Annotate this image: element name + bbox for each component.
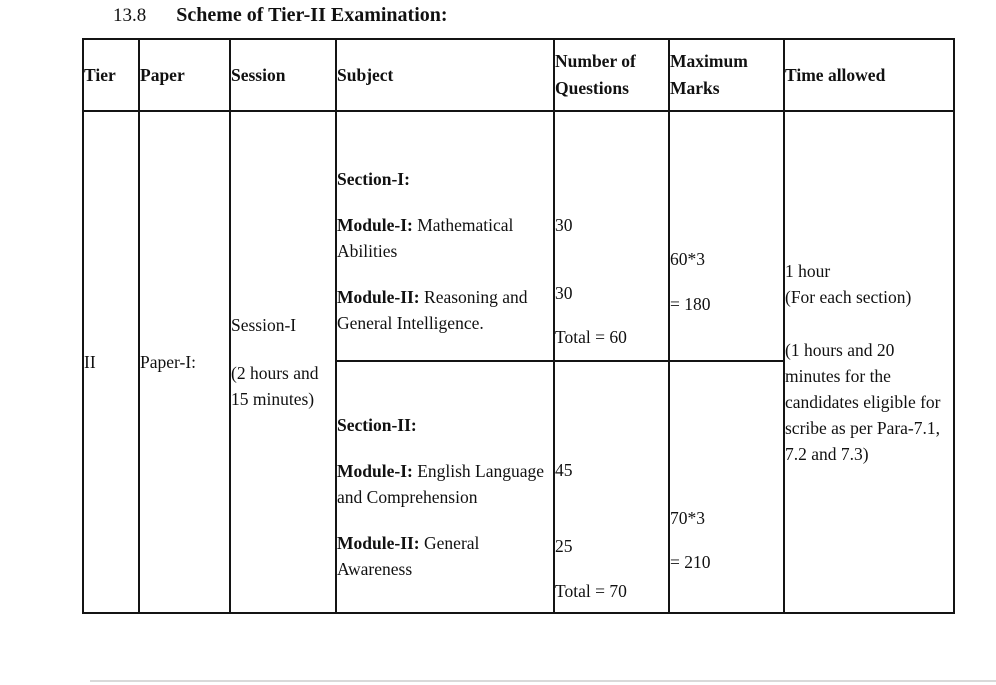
section-number: 13.8 <box>113 5 147 26</box>
cell-paper: Paper-I: <box>139 111 230 613</box>
time-allowed-line2: (For each section) <box>785 286 912 307</box>
cell-marks-section2 <box>669 361 784 613</box>
time-allowed-line1: 1 hour <box>785 260 831 281</box>
section2-marks-value: = 210 <box>670 551 711 572</box>
header-cell-paper: Paper <box>139 39 230 111</box>
section2-question-count-2: 25 <box>555 536 573 556</box>
section1-module1-label: Module-I: <box>337 215 413 235</box>
section1-module2-label: Module-II: <box>337 287 420 307</box>
session-duration: (2 hours and 15 minutes) <box>231 363 319 409</box>
session-name: Session-I <box>231 315 297 335</box>
header-cell-marks: Maximum Marks <box>669 39 784 111</box>
section1-question-count-1: 30 <box>555 215 573 235</box>
page-title: Scheme of Tier-II Examination: <box>176 4 448 26</box>
cell-subject-section2 <box>336 361 554 613</box>
section2-module1-label: Module-I: <box>337 461 413 481</box>
section2-module2-name: General Awareness <box>337 533 480 579</box>
section1-question-count-2: 30 <box>555 283 573 303</box>
cell-marks-section1 <box>669 111 784 361</box>
cell-time-allowed <box>784 111 954 613</box>
cell-subject-section1 <box>336 111 554 361</box>
section1-module2-name: Reasoning and General Intelligence. <box>337 287 528 333</box>
section2-question-count-1: 45 <box>555 460 573 480</box>
section2-module1 <box>337 458 553 510</box>
section2-module1-name: English Language and Comprehension <box>337 461 545 507</box>
cell-session <box>230 111 336 613</box>
header-cell-time: Time allowed <box>784 39 954 111</box>
section1-module2 <box>337 284 553 336</box>
page-edge-shadow <box>90 680 996 682</box>
cell-tier: II <box>83 111 139 613</box>
cell-questions-section2 <box>554 361 669 613</box>
header-cell-questions: Number of Questions <box>554 39 669 111</box>
table-body-row-section1 <box>83 111 954 361</box>
exam-scheme-table <box>82 38 955 614</box>
header-cell-tier: Tier <box>83 39 139 111</box>
cell-questions-section1 <box>554 111 669 361</box>
header-cell-session: Session <box>230 39 336 111</box>
section2-module2 <box>337 530 553 582</box>
table-header-row <box>83 39 954 111</box>
section2-module2-label: Module-II: <box>337 533 420 553</box>
section2-label: Section-II: <box>337 415 417 435</box>
section1-label: Section-I: <box>337 169 410 189</box>
section1-marks-formula: 60*3 <box>670 248 705 269</box>
section1-module1-name: Mathematical Abilities <box>337 215 514 261</box>
section2-questions-total: Total = 70 <box>555 581 627 601</box>
time-allowed-scribe-note: (1 hours and 20 minutes for the candidates eligible for scribe as per Para-7.1, 7.2 and 7.3) <box>785 339 941 464</box>
section1-questions-total: Total = 60 <box>555 327 627 347</box>
section1-module1 <box>337 212 553 264</box>
document-heading <box>113 4 448 27</box>
exam-scheme-table-wrap <box>82 38 955 614</box>
section1-marks-value: = 180 <box>670 293 711 314</box>
header-cell-subject: Subject <box>336 39 554 111</box>
section2-marks-formula: 70*3 <box>670 507 705 528</box>
